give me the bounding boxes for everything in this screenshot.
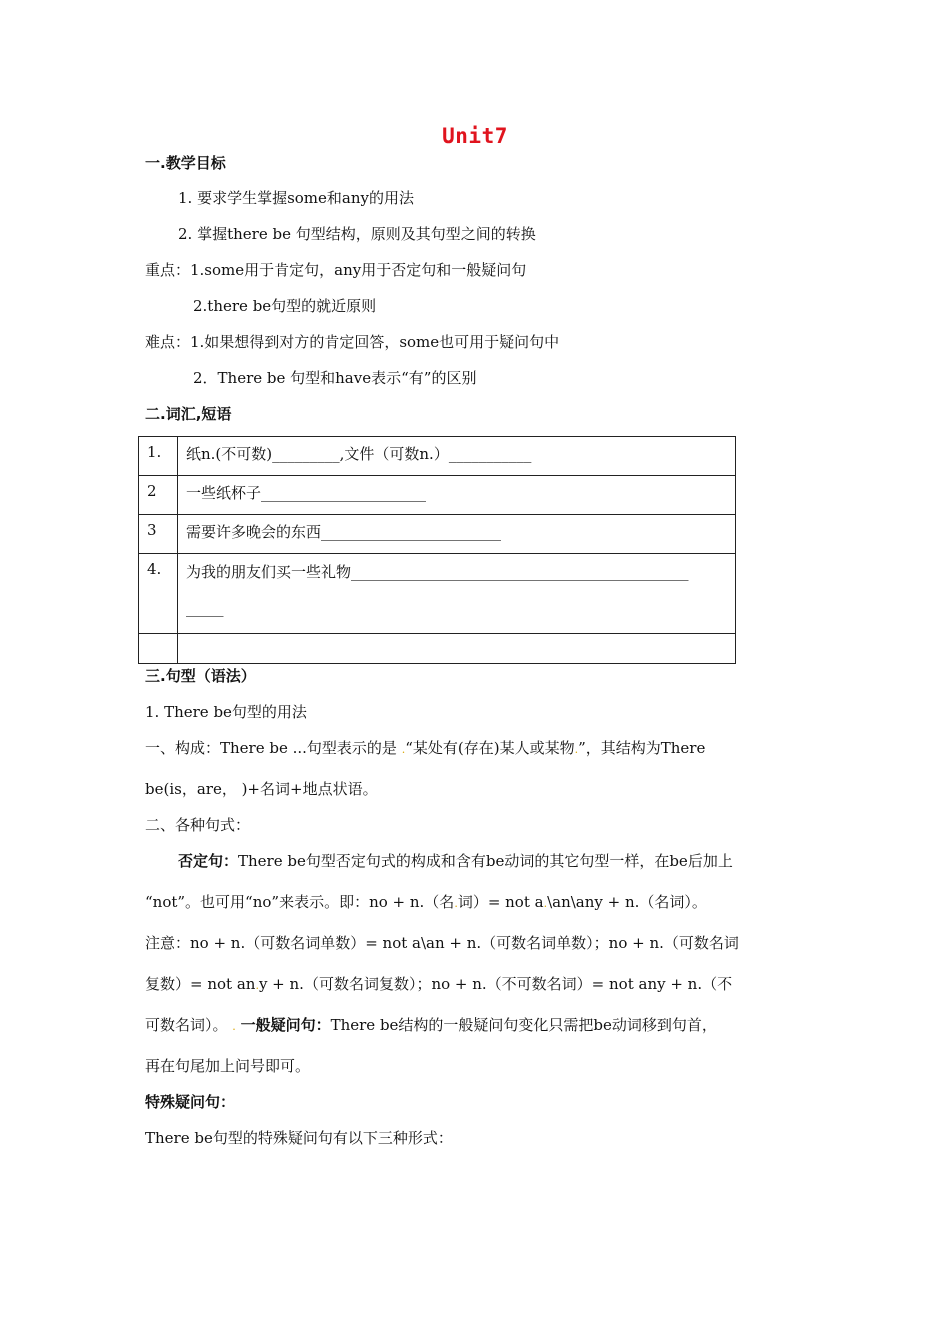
row-text: 纸n.(不可数)_________,文件（可数n.）___________ — [178, 437, 736, 476]
difficulty-2: 2．There be 句型和have表示“有”的区别 — [193, 369, 477, 387]
text-span: 复数）= not an — [145, 975, 256, 993]
question-line-2: 再在句尾加上问号即可。 — [145, 1057, 311, 1075]
section-heading-vocabulary: 二.词汇,短语 — [145, 405, 232, 423]
difficulty-1: 难点：1.如果想得到对方的肯定回答，some也可用于疑问句中 — [145, 333, 560, 351]
row-number: 4. — [139, 554, 178, 634]
note-line-1: 注意：no + n.（可数名词单数）= not a\an + n.（可数名词单数）；no + n.（可数名词 — [145, 934, 739, 952]
note-line-3 — [145, 1015, 717, 1037]
text-span: “某处有(存在)某人或某物 — [405, 739, 575, 757]
table-row — [139, 634, 736, 664]
key-point-2: 2.there be句型的就近原则 — [193, 297, 377, 315]
text-span: There be句型否定句式的构成和含有be动词的其它句型一样，在be后加上 — [238, 852, 733, 870]
negative-line-2 — [145, 892, 707, 914]
row-text-continued: _____ — [186, 599, 224, 617]
negative-label: 否定句： — [178, 852, 239, 870]
structure-line-1 — [145, 738, 705, 760]
dot-mark: . — [574, 743, 579, 756]
table-row — [139, 515, 736, 554]
section-heading-grammar: 三.句型（语法） — [145, 667, 256, 685]
row-text-cell — [178, 554, 736, 634]
text-span: There be结构的一般疑问句变化只需把be动词移到句首， — [330, 1016, 717, 1034]
dot-mark: . — [543, 897, 548, 910]
text-span: 可数名词）。 — [145, 1016, 228, 1034]
row-number: 1. — [139, 437, 178, 476]
row-text: 一些纸杯子______________________ — [178, 476, 736, 515]
dot-mark: . — [454, 897, 458, 910]
text-span: y + n.（可数名词复数）；no + n.（不可数名词）= not any + n.（不 — [258, 975, 733, 993]
text-span: 一、构成：There be ...句型表示的是 — [145, 739, 397, 757]
forms-heading: 二、各种句式： — [145, 816, 251, 834]
row-text: 为我的朋友们买一些礼物_____________________________________________ — [186, 563, 689, 581]
grammar-subheading: 1. There be句型的用法 — [145, 703, 307, 721]
row-number: 2 — [139, 476, 178, 515]
dot-mark: . — [401, 743, 406, 756]
row-number: 3 — [139, 515, 178, 554]
text-span: “not”。也可用“no”来表示。即：no + n.（名 — [145, 893, 455, 911]
objective-item-1: 1. 要求学生掌握some和any的用法 — [178, 189, 414, 207]
table-row — [139, 554, 736, 634]
key-point-1: 重点：1.some用于肯定句，any用于否定句和一般疑问句 — [145, 261, 527, 279]
row-text: 需要许多晚会的东西________________________ — [178, 515, 736, 554]
special-question-line: There be句型的特殊疑问句有以下三种形式： — [145, 1129, 453, 1147]
section-heading-objectives: 一.教学目标 — [145, 154, 226, 172]
table-row — [139, 476, 736, 515]
note-line-2 — [145, 974, 732, 996]
question-label: 一般疑问句： — [240, 1016, 331, 1034]
special-question-heading: 特殊疑问句： — [145, 1093, 236, 1111]
negative-line-1 — [178, 851, 733, 871]
vocabulary-table — [138, 436, 736, 664]
text-span: \an\any + n.（名词）。 — [547, 893, 707, 911]
dot-mark: . — [232, 1020, 236, 1033]
row-text — [178, 634, 736, 664]
dot-mark: . — [255, 979, 259, 992]
text-span: ”，其结构为There — [578, 739, 706, 757]
structure-line-2: be(is，are， )+名词+地点状语。 — [145, 780, 378, 798]
row-number — [139, 634, 178, 664]
page-title: Unit7 — [442, 124, 508, 148]
text-span: 词）= not a — [457, 893, 544, 911]
table-row — [139, 437, 736, 476]
objective-item-2: 2. 掌握there be 句型结构，原则及其句型之间的转换 — [178, 225, 536, 243]
